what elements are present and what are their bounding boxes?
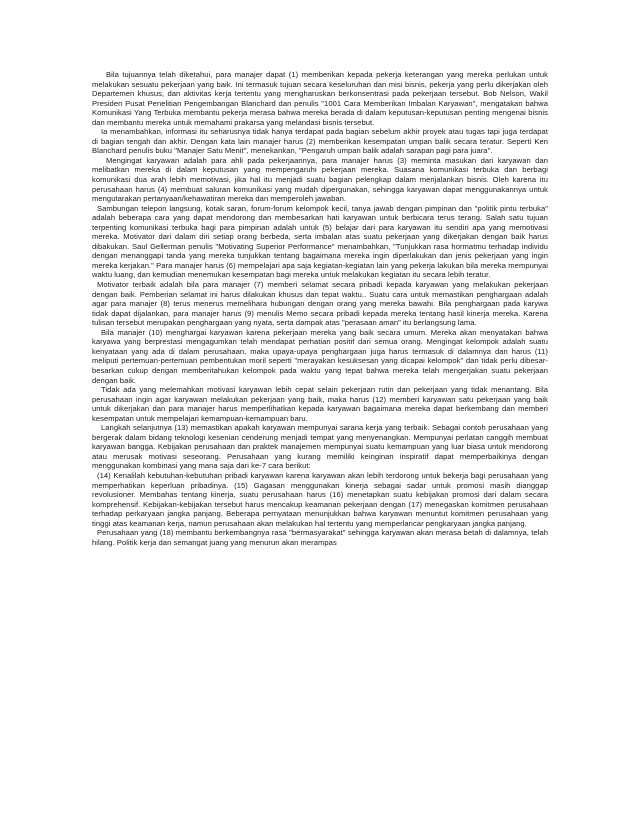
paragraph-1: Bila tujuannya telah diketahui, para manajer dapat (1) memberikan kepada pekerja keterangan yang mereka perlukan untuk melakukan sesuatu pekerjaan yang baik. Ini termasuk tujuan secara keseluruhan dan misi bisnis, pekerja yang perlu dikerjakan oleh Departemen khusus, dan aktivitas kerja tertentu yang mengharuskan berkonsentrasi pada pekerjaan tersebut. Bob Nelson, Wakil Presiden Pusat Penelitian Pengembangan Blanchard dan penulis "1001 Cara Memberikan Imbalan Karyawan", mengatakan bahwa Komunikasi Yang Terbuka membantu pekerja merasa bahwa mereka berada di dalam keputusan-keputusan penting mengenai bisnis dan membantu mereka untuk memahami prakarsa yang melandasi bisnis tersebut. — [92, 70, 548, 127]
document-body — [92, 70, 548, 547]
paragraph-10: Perusahaan yang (18) membantu berkembangnya rasa "bermasyarakat" sehingga karyawan akan merasa betah di dalamnya, telah hilang. Politik kerja dan semangat juang yang menurun akan merampas — [92, 528, 548, 547]
paragraph-8: Langkah selanjutnya (13) memastikan apakah karyawan mempunyai sarana kerja yang terbaik. Sebagai contoh perusahaan yang bergerak dalam bidang teknologi kesenian cenderung menjadi tempat yang menyenangkan. Mempunyai perlatan canggih membuat karyawan bangga. Kebijakan perusahaan dan praktek manajemen mempunyai suatu kemampuan yang luar biasa untuk mendorong atau merusak motivasi seseorang. Perusahaan yang kurang memiliki keinginan inspiratif dapat memperbaikinya dengan menggunakan kombinasi yang mana saja dari ke-7 cara berikut: — [92, 423, 548, 471]
paragraph-4: Sambungan telepon langsung, kotak saran, forum-forum kelompok kecil, tanya jawab dengan pimpinan dan "politik pintu terbuka" adalah beberapa cara yang dapat mendorong dan membesarkan hati karyawan untuk berbicara terus terang. Salah satu tujuan terpenting komunikasi terbuka bagi para pimpinan adalah untuk (5) belajar dari para karyawan itu sendiri apa yang memotivasi mereka. Motivator dari dalam diri setiap orang berbeda, serta imbalan atas suatu pekerjaan yang dikerjakan dengan baik harus dibakukan. Saul Gellerman penulis "Motivating Superior Performance" menambahkan, "Tunjukkan rasa hormatmu terhadap individu dengan menanggapi tanda yang mereka tunjukkan tentang bagaimana mereka ingin diperlakukan dan jenis pekerjaan yang ingin mereka kerjakan." Para manajer harus (6) mempelajari apa saja kegiatan-kegiatan lain yang pekerja lakukan bila mereka mempunyai waktu luang, dan kemudian menemukan kesempatan bagi mereka untuk melakukan kegiatan itu secara lebih teratur. — [92, 203, 548, 280]
paragraph-7: Tidak ada yang melemahkan motivasi karyawan lebih cepat selain pekerjaan rutin dan pekerjaan yang tidak menantang. Bila perusahaan ingin agar karyawan melakukan pekerjaan yang baik, maka harus (12) memberi karyawan satu pekerjaan yang baik untuk dikerjakan dan para manajer harus memperlihatkan kepada karyawan bagaimana mereka dapat berkembang dan memberi kesempatan untuk mempelajari kemampuan-kemampuan baru. — [92, 385, 548, 423]
paragraph-5: Motivator terbaik adalah bila para manajer (7) memberi selamat secara pribadi kepada karyawan yang melakukan pekerjaan dengan baik. Pemberian selamat ini harus dilakukan khusus dan tepat waktu.. Suatu cara untuk memastikan penghargaan adalah agar para manajer (8) terus menerus memelihara hubungan dengan orang yang mereka bawahi. Bila penghargaan pada karywa tidak dapat dijalankan, para manajer harus (9) menulis Memo secara pribadi kepada mereka tentang hasil kinerja mereka. Karena tulisan tersebut merupakan penghargaan yang nyata, serta dampak atas "perasaan aman" itu berlangsung lama. — [92, 280, 548, 328]
paragraph-2: Ia menambahkan, informasi itu seharusnya tidak hanya terdapat pada bagian sebelum akhir proyek atau tugas tapi juga terdapat di bagian tengah dan akhir. Dengan kata lain manajer harus (2) memberikan kesempatan umpan balik secara teratur. Seperti Ken Blanchard penulis buku "Manajer Satu Menit", menekankan, "Pengaruh umpan balik adalah sarapan pagi para juara". — [92, 127, 548, 156]
paragraph-3: Mengingat karyawan adalah para ahli pada pekerjaannya, para manajer harus (3) meminta masukan dari karyawan dan melibatkan mereka di dalam keputusan yang mempengaruhi pekerjaan mereka. Suasana komunikasi terbuka dan berbagi komunikasi dua arah lebih memotivasi, jika hal itu menjadi suatu bagian pelengkap dalam menjalankan bisnis. Oleh karena itu perusahaan harus (4) membuat saluran komunikasi yang mudah dipergunakan, sehingga karyawan dapat menggunakannya untuk mengutarakan pertanyaan/kehawatiran mereka dan memperoleh jawaban. — [92, 155, 548, 204]
paragraph-9: (14) Kenalilah kebutuhan-kebutuhan pribadi karyawan karena karyawan akan lebih terdorong untuk bekerja bagi perusahaan yang memperhatikan keperluan pribadinya. (15) Gagasan menggunakan kinerja sebagai sadar untuk promosi masih dianggap revolusioner. Membahas tentang kinerja, suatu perusahaan harus (16) menetapkan suatu kebijakan promosi dari dalam secara komprehensif. Kebijakan-kebijakan tersebut harus mencakup keamanan pekerjaan dengan (17) menegaskan komitmen perusahaan terhadap perkaryaan jangka panjang. Beberapa pernyataan menunjukkan bahwa karyawan menuntut komitmen perusahaan yang tinggi atas keamanan kerja, namun perusahaan akan melakukan hal tertentu yang memperlancar pengkaryaan jangka panjang. — [92, 470, 548, 528]
paragraph-6: Bila manajer (10) menghargai karyawan karena pekerjaan mereka yang baik secara umum. Mereka akan menyatakan bahwa karyawa yang berprestasi mengagumkan telah mendapat perhatian positif dari semua orang. Mengingat kelompok adalah suatu kenyataan yang ada di dalam perusahaan, maka upaya-upaya penghargaan juga harus termasuk di dalamnya dan harus (11) meliputi pertemuan-pertemuan pembentukan moril seperti "merayakan kesuksesan yang dicapai kelompok" dan tidak perlu dibesar-besarkan cukup dengan memberitahukan kelompok pada waktu yang tepat bahwa mereka telah mengerjakan suatu pekerjaan dengan baik. — [92, 327, 548, 385]
